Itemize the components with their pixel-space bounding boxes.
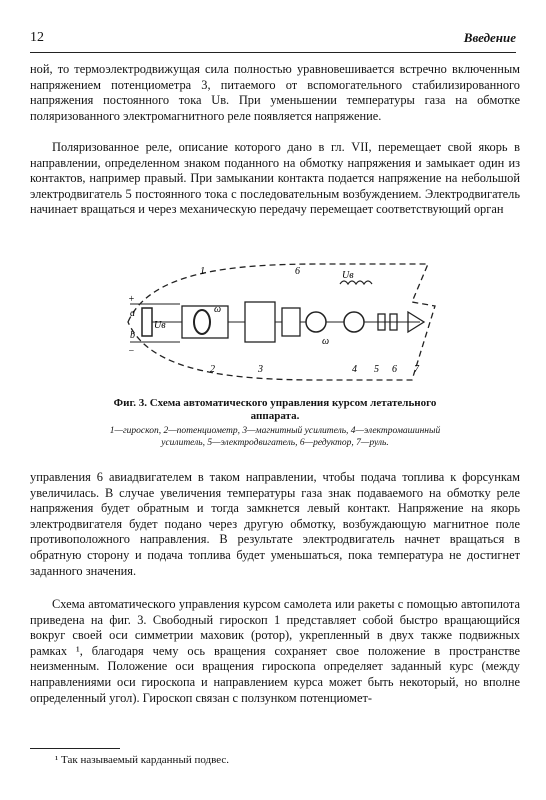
label-1: 1 [200, 266, 205, 277]
paragraph-4: Схема автоматического управления курсом самолета или ракеты с помощью автопилота приведена на фиг. 3. Свободный гироскоп 1 представляет собой быстро вращающийся вокруг своей оси симметрии маховик (ротор), укрепленный в двух также подвижных рамках ¹, благодаря чему ось вращения сохраняет свое положение в пространстве неизменным. Положение оси вращения гироскопа определяет заданный курс (между направлениями оси гироскопа и направлением курса может быть некоторый, но вполне определенный угол). Гироскоп связан с ползунком потенциомет- [30, 597, 520, 705]
label-ub: Uв [154, 320, 166, 331]
figure-caption: Фиг. 3. Схема автоматического управления курсом летательного аппарата. [113, 397, 437, 422]
page-number: 12 [30, 30, 44, 45]
label-minus: − [128, 346, 135, 357]
paragraph-2: Поляризованное реле, описание которого дано в гл. VII, перемещает свой якорь в направлении, определенном знаком поданного на обмотку напряжения и замыкает один из контактов, например правый. При замыкании контакта подается напряжение на небольшой электродвигатель 5 постоянного тока с последовательным возбуждением. Электродвигатель начинает вращаться и через механическую передачу перемещает соответствующий орган [30, 140, 520, 217]
label-omega-motor: ω [322, 336, 330, 347]
label-6-top: 6 [295, 266, 300, 277]
label-7: 7 [414, 364, 419, 375]
label-5: 5 [374, 364, 379, 375]
figure-legend: 1—гироскоп, 2—потенциометр, 3—магнитный усилитель, 4—электромашинный усилитель, 5—электродвигатель, 6—редуктор, 7—руль. [109, 426, 441, 448]
amplifier-generator [306, 312, 326, 332]
label-omega: ω [214, 304, 222, 315]
label-plus: + [128, 294, 135, 305]
gyroscope-rotor [194, 310, 210, 334]
autopilot-schematic [90, 262, 470, 382]
running-title: Введение [463, 30, 516, 45]
paragraph-1: ной, то термоэлектродвижущая сила полностью уравновешивается встречно включенным напряжением потенциометра 3, питаемого от вспомогательного стабилизированного напряжения постоянного тока Uв. При уменьшении температуры газа на обмотке поляризованного электромагнитного реле появляется напряжение. [30, 62, 520, 123]
footnote-rule [30, 748, 120, 749]
paragraph-3: управления 6 авиадвигателем в таком направлении, чтобы подача топлива к форсункам увеличилась. В случае увеличения температуры газа знак подаваемого на обмотку реле напряжения будет обратным и тогда замкнется левый контакт. Напряжение на якорь электродвигателя будет подано через другую обмотку, возбуждающую магнитное поле противоположного направления. В результате электродвигатель начнет вращаться в обратную сторону и подача топлива будет уменьшаться, пока температура не достигнет заданного значения. [30, 470, 520, 578]
label-ub-coil: Uв [342, 270, 354, 281]
label-4: 4 [352, 364, 357, 375]
electromachine-amplifier [282, 308, 300, 336]
label-3: 3 [258, 364, 263, 375]
electric-motor [344, 312, 364, 332]
footnote: ¹ Так называемый карданный подвес. [55, 754, 230, 766]
excitation-coil [340, 281, 372, 284]
label-a: a [130, 308, 135, 319]
label-2: 2 [210, 364, 215, 375]
label-b: b [130, 330, 135, 341]
label-6: 6 [392, 364, 397, 375]
potentiometer [142, 308, 152, 336]
magnetic-amplifier [245, 302, 275, 342]
figure-3-diagram [90, 262, 470, 382]
page-header [30, 30, 516, 53]
